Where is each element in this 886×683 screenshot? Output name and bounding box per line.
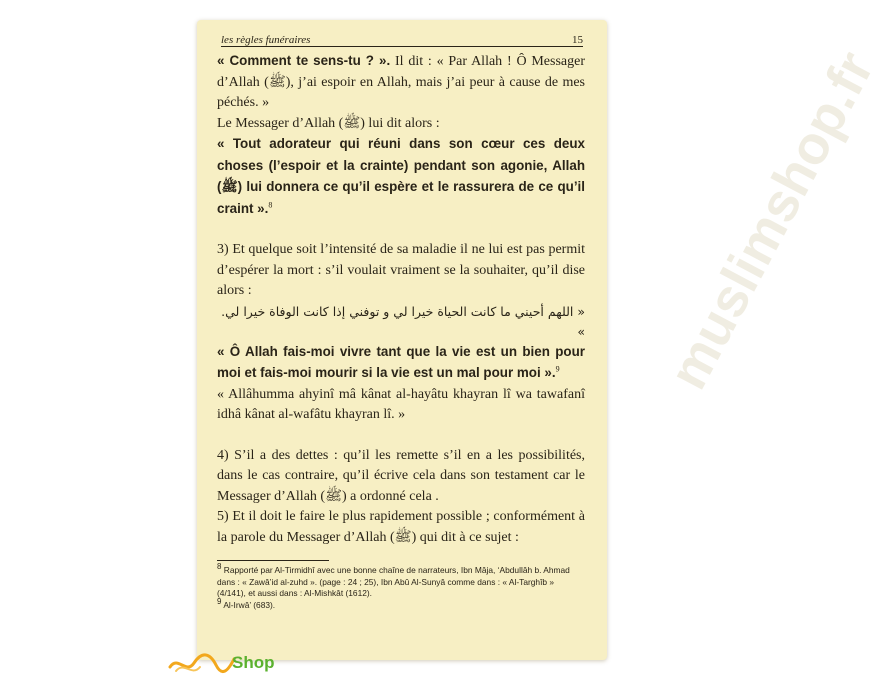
footnote-8	[217, 562, 585, 600]
footnote-ref: 8	[268, 199, 273, 209]
paragraph-3-quote	[217, 342, 585, 385]
page-number: 15	[572, 34, 583, 46]
watermark-text: muslimshop.fr	[657, 41, 886, 399]
watermark	[617, 40, 886, 640]
footnote-text: Rapporté par Al-Tirmidhî avec une bonne chaîne de narrateurs, Ibn Mâja, ‘Abdullâh b. Ahmad dans : « Zawâ’id al-zuhd ». (page : 24 ; 25), Ibn Abû Al-Sunyâ comme dans : « Al-Targhîb » (4/141), et aussi dans : Al-Mishkât (1612).	[217, 565, 570, 598]
paragraph-gap	[217, 220, 585, 240]
shop-label: Shop	[232, 653, 275, 672]
shop-logo[interactable]	[166, 648, 296, 678]
page-body	[217, 51, 585, 548]
paragraph-1	[217, 51, 585, 114]
ribbon-swirl-icon	[166, 649, 238, 677]
book-title: les règles funéraires	[221, 34, 311, 46]
footnote-number: 9	[217, 596, 222, 606]
footnote-rule	[217, 560, 329, 561]
bold-quote: « Tout adorateur qui réuni dans son cœur ces deux choses (l’espoir et la crainte) pendant son agonie, Allah (ﷺ) lui donnera ce qu’il espère et le rassurera de ce qu’il craint ».	[217, 136, 585, 216]
footnotes	[217, 560, 585, 611]
paragraph-2-quote	[217, 134, 585, 220]
paragraph-gap	[217, 426, 585, 446]
book-page	[197, 20, 886, 660]
footnote-9	[217, 596, 585, 612]
bold-quote: « Comment te sens-tu ? ».	[217, 53, 391, 68]
paragraph-5: 5) Et il doit le faire le plus rapidement possible ; conformément à la parole du Messager d’Allah (ﷺ) qui dit à ce sujet :	[217, 509, 585, 545]
arabic-invocation: « اللهم أحيني ما كانت الحياة خيرا لي و توفني إذا كانت الوفاة خيرا لي. »	[221, 303, 585, 339]
paragraph-text: Il dit : « Par Allah ! Ô Messager d’Allah (ﷺ), j’ai espoir en Allah, mais j’ai peur à cause de mes péchés. »	[217, 54, 585, 110]
paragraph-2-intro: Le Messager d’Allah (ﷺ) lui dit alors :	[217, 115, 440, 131]
paragraph-3: 3) Et quelque soit l’intensité de sa maladie il ne lui est pas permit d’espérer la mort : s’il voulait vraiment se la souhaiter, qu’il dise alors :	[217, 242, 585, 298]
footnote-text: Al-Irwâ’ (683).	[221, 599, 276, 610]
footnote-ref: 9	[555, 364, 560, 374]
page-header	[221, 28, 583, 47]
paragraph-4: 4) S’il a des dettes : qu’il les remette s’il en a les possibilités, dans le cas contraire, qu’il écrive cela dans son testament car le Messager d’Allah (ﷺ) a ordonné cela .	[217, 447, 585, 504]
footnote-number: 8	[217, 562, 222, 572]
transliteration: « Allâhumma ahyinî mâ kânat al-hayâtu khayran lî wa tawafanî idhâ kânat al-wafâtu khayran lî. »	[217, 386, 585, 422]
bold-quote: « Ô Allah fais-moi vivre tant que la vie est un bien pour moi et fais-moi mourir si la vie est un mal pour moi ».	[217, 343, 585, 380]
